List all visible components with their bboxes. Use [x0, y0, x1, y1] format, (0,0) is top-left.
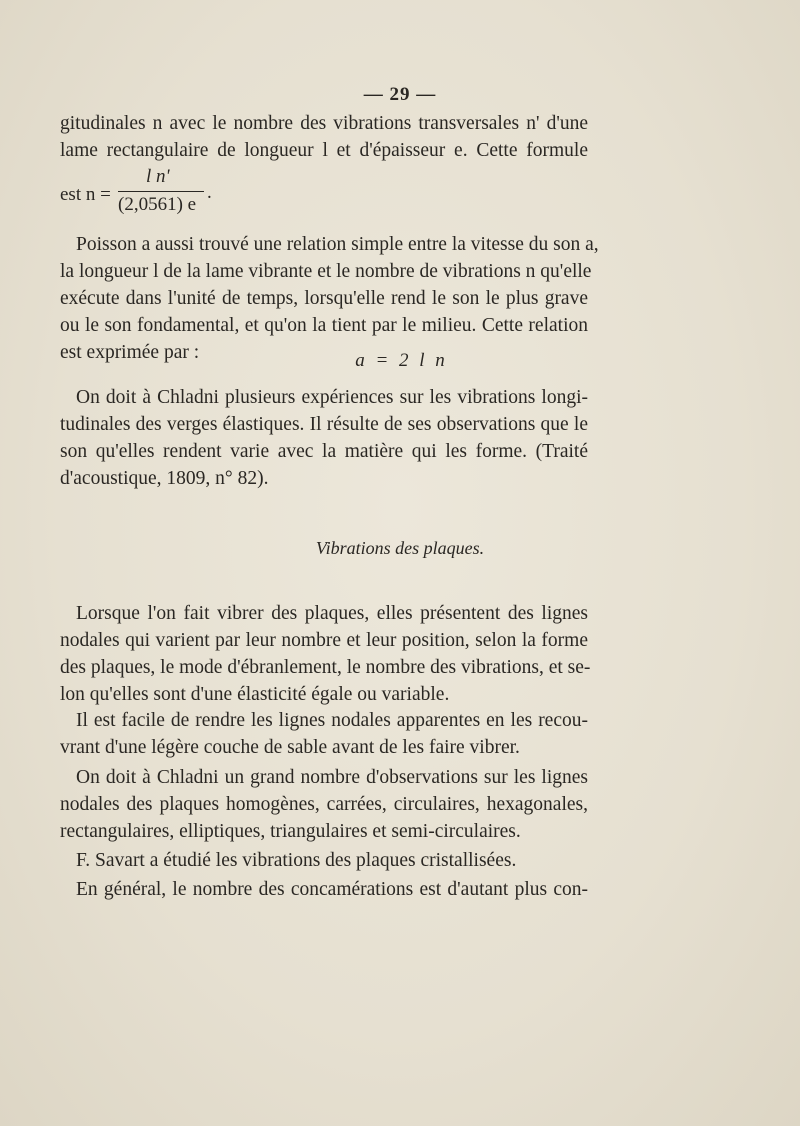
text-line: On doit à Chladni un grand nombre d'observations sur les lignes	[76, 767, 588, 788]
text-line: ou le son fondamental, et qu'on la tient par le milieu. Cette relation	[60, 315, 588, 336]
text-line: est exprimée par :	[60, 342, 200, 363]
paragraph-4	[60, 600, 591, 708]
text-line: nodales des plaques homogènes, carrées, circulaires, hexagonales,	[60, 794, 588, 815]
text-line: lame rectangulaire de longueur l et d'épaisseur e. Cette formule	[60, 140, 588, 161]
text-line: On doit à Chladni plusieurs expériences sur les vibrations longi-	[76, 387, 588, 408]
paragraph-1	[60, 110, 588, 164]
text-line: lon qu'elles sont d'une élasticité égale ou variable.	[60, 684, 450, 705]
paragraph-8	[60, 876, 588, 903]
text-line: exécute dans l'unité de temps, lorsqu'elle rend le son le plus grave	[60, 288, 588, 309]
formula-period: .	[207, 182, 212, 203]
formula-denominator: (2,0561) e	[118, 194, 197, 215]
text-line: la longueur l de la lame vibrante et le nombre de vibrations n qu'elle	[60, 261, 592, 282]
text-line: nodales qui varient par leur nombre et leur position, selon la forme	[60, 630, 588, 651]
paragraph-7	[60, 847, 588, 874]
text-line: rectangulaires, elliptiques, triangulaires et semi-circulaires.	[60, 821, 521, 842]
formula-2: a = 2 l n	[355, 350, 445, 371]
text-line: En général, le nombre des concamérations est d'autant plus con-	[76, 879, 588, 900]
paragraph-2	[60, 231, 599, 366]
section-heading: Vibrations des plaques.	[315, 538, 485, 558]
paragraph-6	[60, 764, 588, 845]
formula-1	[60, 166, 260, 222]
text-line: des plaques, le mode d'ébranlement, le nombre des vibrations, et se-	[60, 657, 591, 678]
text-line: son qu'elles rendent varie avec la matière qui les forme. (Traité	[60, 441, 588, 462]
text-line: Poisson a aussi trouvé une relation simple entre la vitesse du son a,	[76, 234, 599, 255]
formula-numerator: l n'	[146, 166, 170, 187]
text-line: Lorsque l'on fait vibrer des plaques, elles présentent des lignes	[76, 603, 588, 624]
formula-lhs: est n =	[60, 184, 111, 205]
fraction-bar	[118, 191, 204, 192]
text-line: d'acoustique, 1809, n° 82).	[60, 468, 269, 489]
paragraph-5	[60, 707, 588, 761]
text-line: vrant d'une légère couche de sable avant de les faire vibrer.	[60, 737, 520, 758]
text-line: tudinales des verges élastiques. Il résulte de ses observations que le	[60, 414, 588, 435]
paragraph-3	[60, 384, 588, 492]
text-line: F. Savart a étudié les vibrations des plaques cristallisées.	[76, 850, 517, 871]
page-number: — 29 —	[363, 84, 437, 105]
text-line: gitudinales n avec le nombre des vibrations transversales n' d'une	[60, 113, 588, 134]
text-line: Il est facile de rendre les lignes nodales apparentes en les recou-	[76, 710, 588, 731]
